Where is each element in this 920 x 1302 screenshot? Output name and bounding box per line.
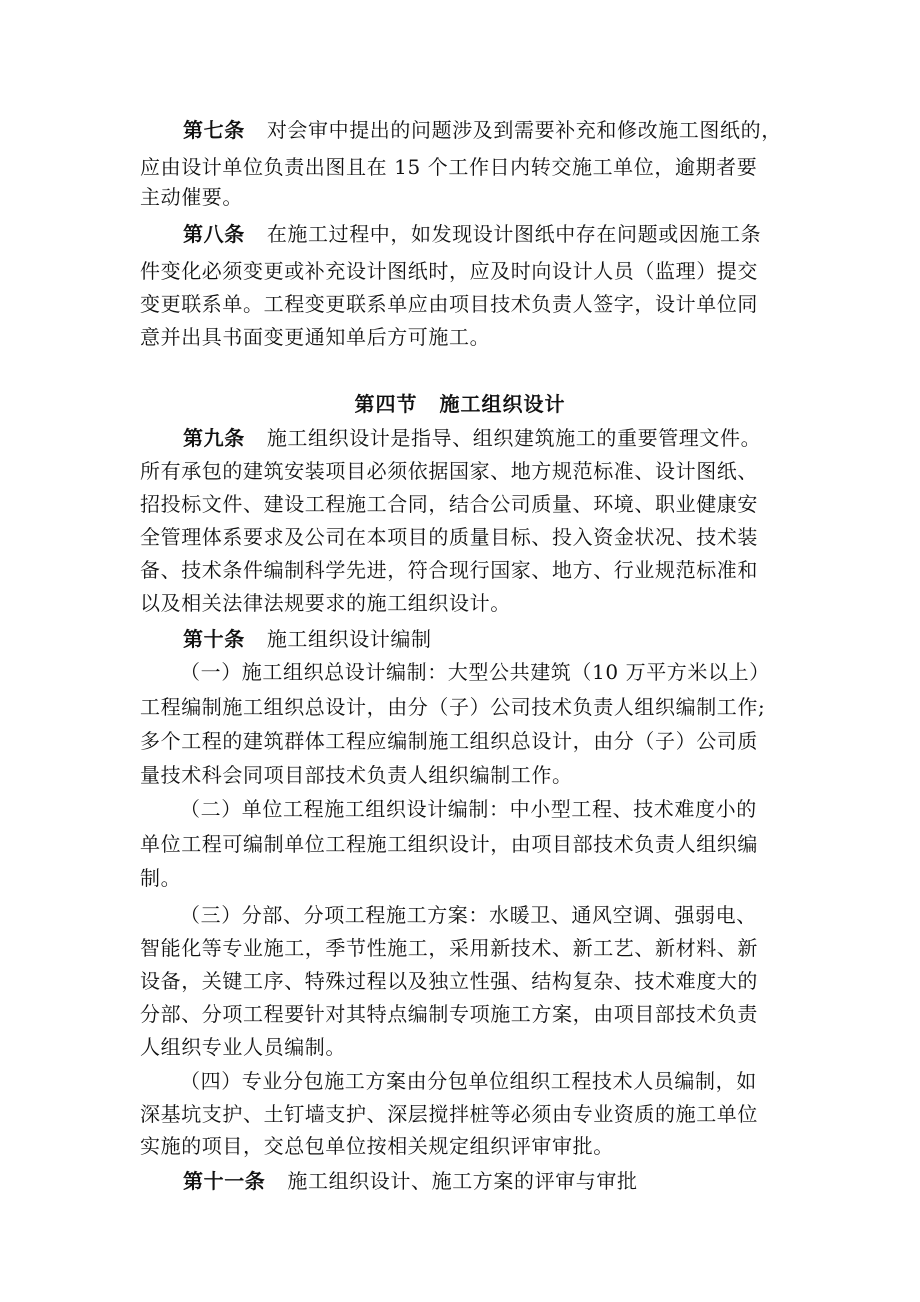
article-9-line: 招投标文件、建设工程施工合同，结合公司质量、环境、职业健康安 (140, 492, 758, 516)
article-10-item-1-line: 量技术科会同项目部技术负责人组织编制工作。 (140, 763, 573, 787)
article-9-line: 所有承包的建筑安装项目必须依据国家、地方规范标准、设计图纸、 (140, 459, 758, 483)
article-9-heading: 第九条 (183, 426, 245, 450)
article-10-item-4-line: 实施的项目，交总包单位按相关规定组织评审审批。 (140, 1134, 614, 1158)
article-8-line: 变更联系单。工程变更联系单应由项目技术负责人签字，设计单位同 (140, 292, 758, 316)
article-10-item-3-line: （三）分部、分项工程施工方案：水暖卫、通风空调、强弱电、 (180, 903, 757, 927)
article-10-item-2-line: 制。 (140, 866, 182, 890)
section-name: 施工组织设计 (439, 392, 566, 416)
article-9-line: 全管理体系要求及公司在本项目的质量目标、投入资金状况、技术装 (140, 525, 758, 549)
article-8-first-line (183, 222, 761, 246)
article-7-text: 对会审中提出的问题涉及到需要补充和修改施工图纸的， (266, 118, 782, 142)
article-10-item-3-line: 设备，关键工序、特殊过程以及独立性强、结构复杂、技术难度大的 (140, 969, 758, 993)
article-10-item-3-line: 人组织专业人员编制。 (140, 1035, 346, 1059)
section-number: 第四节 (354, 392, 418, 416)
article-8-heading: 第八条 (183, 222, 245, 246)
section-title (0, 392, 920, 416)
article-10-item-1-line: 工程编制施工组织总设计，由分（子）公司技术负责人组织编制工作; (140, 695, 766, 719)
article-10-heading: 第十条 (183, 627, 245, 651)
article-7-heading: 第七条 (183, 118, 245, 142)
article-10-item-2-line: 单位工程可编制单位工程施工组织设计，由项目部技术负责人组织编 (140, 832, 758, 856)
article-11-title: 施工组织设计、施工方案的评审与审批 (287, 1169, 638, 1193)
article-10-title: 施工组织设计编制 (266, 627, 432, 651)
article-10-item-3-line: 分部、分项工程要针对其特点编制专项施工方案，由项目部技术负责 (140, 1002, 758, 1026)
article-9-line: 以及相关法律法规要求的施工组织设计。 (140, 591, 511, 615)
article-8-text: 在施工过程中，如发现设计图纸中存在问题或因施工条 (266, 222, 762, 246)
article-11-heading: 第十一条 (183, 1169, 266, 1193)
article-10-first-line (183, 627, 432, 651)
article-10-item-4-line: 深基坑支护、土钉墙支护、深层搅拌桩等必须由专业资质的施工单位 (140, 1102, 758, 1126)
article-7-line: 应由设计单位负责出图且在 15 个工作日内转交施工单位，逾期者要 (140, 155, 758, 179)
article-10-item-1-line: 多个工程的建筑群体工程应编制施工组织总设计，由分（子）公司质 (140, 729, 758, 753)
article-9-text: 施工组织设计是指导、组织建筑施工的重要管理文件。 (266, 426, 762, 450)
article-11-first-line (183, 1169, 638, 1193)
article-7-line: 主动催要。 (140, 185, 243, 209)
article-10-item-2-line: （二）单位工程施工组织设计编制：中小型工程、技术难度小的 (180, 797, 757, 821)
article-10-item-1-line: （一）施工组织总设计编制：大型公共建筑（10 万平方米以上） (180, 660, 770, 684)
article-8-line: 件变化必须变更或补充设计图纸时，应及时向设计人员（监理）提交 (140, 259, 758, 283)
article-9-line: 备、技术条件编制科学先进，符合现行国家、地方、行业规范标准和 (140, 558, 758, 582)
article-7-first-line (183, 118, 782, 142)
article-9-first-line (183, 426, 761, 450)
article-10-item-3-line: 智能化等专业施工，季节性施工，采用新技术、新工艺、新材料、新 (140, 936, 758, 960)
article-8-line: 意并出具书面变更通知单后方可施工。 (140, 325, 491, 349)
article-10-item-4-line: （四）专业分包施工方案由分包单位组织工程技术人员编制，如 (180, 1069, 757, 1093)
